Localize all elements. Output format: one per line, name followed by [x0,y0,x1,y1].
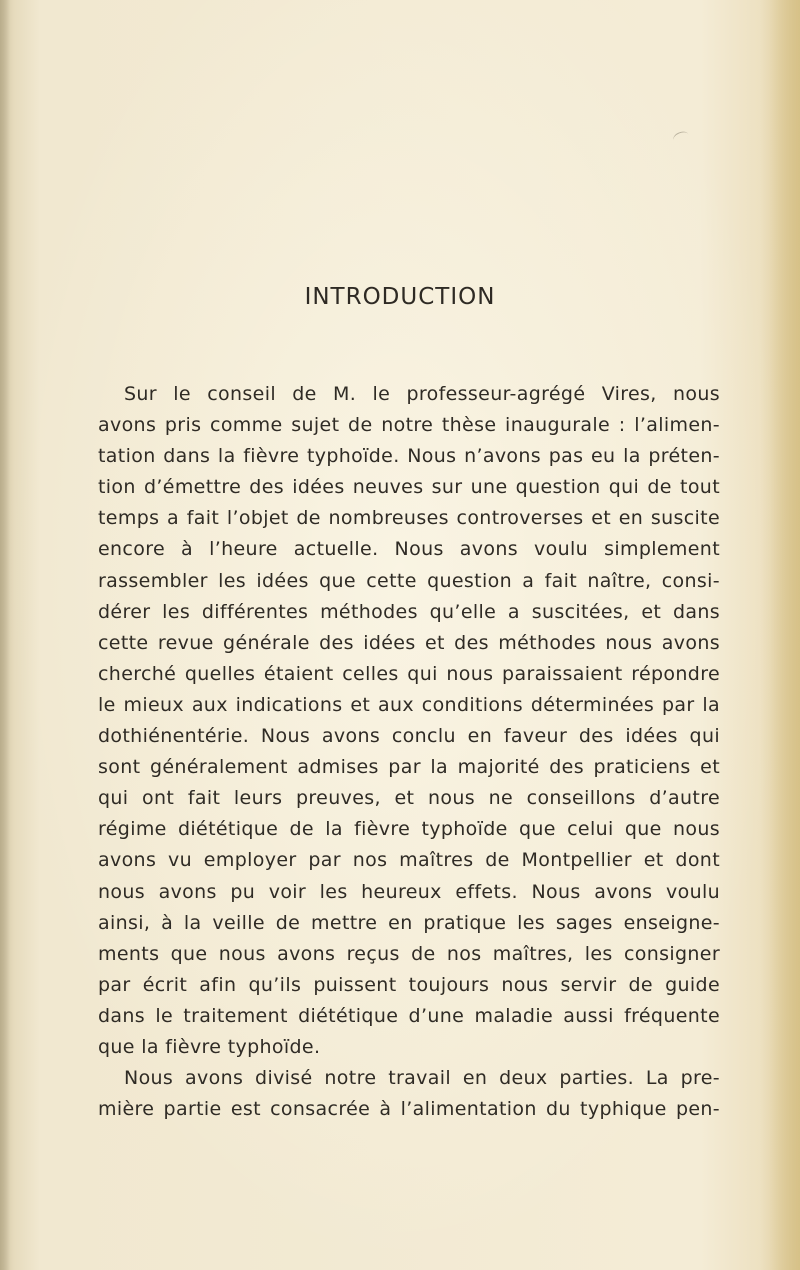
text-line: le mieux aux indications et aux conditions déterminées par la [98,693,720,716]
text-line: Sur le conseil de M. le professeur-agrégé Vires, nous [124,383,720,405]
text-line: dans le traitement diététique d’une maladie aussi fréquente [98,1004,720,1027]
text-line: dothiénentérie. Nous avons conclu en faveur des idées qui [98,725,720,748]
text-line: qui ont fait leurs preuves, et nous ne conseillons d’autre [98,787,720,810]
text-line: que la fièvre typhoïde. [98,1035,321,1058]
body-paragraphs [98,379,720,1125]
page-right-edge-shadow [760,0,800,1270]
text-line: dérer les différentes méthodes qu’elle a suscitées, et dans [98,600,720,623]
text-line: mière partie est consacrée à l’alimentation du typhique pen- [98,1098,720,1121]
page-left-edge-shadow [0,0,10,1270]
text-line: avons vu employer par nos maîtres de Montpellier et dont [98,849,720,872]
text-line: avons pris comme sujet de notre thèse inaugurale : l’alimen- [98,414,720,437]
text-line: régime diététique de la fièvre typhoïde que celui que nous [98,818,720,841]
text-line: ainsi, à la veille de mettre en pratique les sages enseigne- [98,911,720,934]
text-line: tion d’émettre des idées neuves sur une question qui de tout [98,476,720,499]
text-line: par écrit afin qu’ils puissent toujours nous servir de guide [98,973,720,996]
text-line: ments que nous avons reçus de nos maîtres, les consigner [98,942,720,965]
text-line: encore à l’heure actuelle. Nous avons voulu simplement [98,538,720,561]
text-line: temps a fait l’objet de nombreuses controverses et en suscite [98,507,720,530]
text-line: nous avons pu voir les heureux effets. Nous avons voulu [98,880,720,903]
text-line: cette revue générale des idées et des méthodes nous avons [98,631,720,654]
text-line: tation dans la fièvre typhoïde. Nous n’avons pas eu la préten- [98,445,720,468]
paper-mark [672,129,691,145]
text-line: sont généralement admises par la majorité des praticiens et [98,756,720,779]
text-line: rassembler les idées que cette question a fait naître, consi- [98,569,720,592]
text-line: Nous avons divisé notre travail en deux parties. La pre- [124,1067,720,1090]
text-line: cherché quelles étaient celles qui nous paraissaient répondre [98,662,720,685]
chapter-heading: INTRODUCTION [304,284,496,310]
